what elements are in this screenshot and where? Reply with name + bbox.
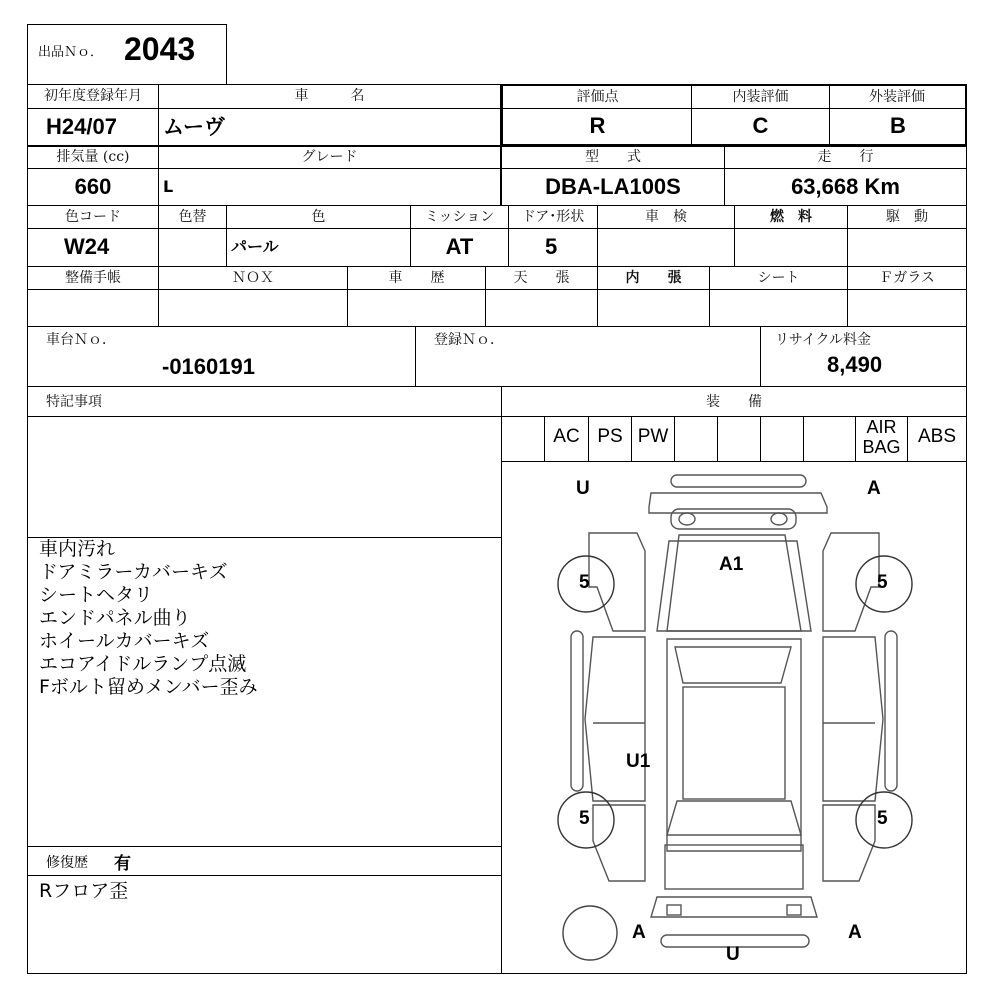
- damage-side: U1: [626, 751, 651, 772]
- rear-left-lamp: [667, 905, 681, 915]
- recycle-cell: [760, 326, 967, 387]
- mileage-label: 走 行: [817, 149, 874, 165]
- color-label-cell: [226, 205, 411, 229]
- mileage-label-cell: [724, 146, 967, 169]
- exterior-label-cell: [829, 84, 967, 109]
- reg-date-label-cell: [27, 84, 159, 109]
- equipment-airbag: [855, 416, 908, 462]
- interior-label-cell: [691, 84, 830, 109]
- color-label: 色: [311, 209, 326, 225]
- sunroof-label-cell: [485, 266, 598, 290]
- inner-cell: [597, 289, 710, 327]
- car-name-cell: [158, 108, 501, 146]
- score: R: [589, 113, 606, 138]
- equipment-slot: [803, 416, 856, 462]
- inner-label: 内 張: [625, 270, 682, 286]
- damage-rear-left: A: [632, 922, 646, 943]
- model-label: 型 式: [585, 149, 641, 165]
- repair-label: 修復歴: [46, 855, 88, 871]
- inner-label-cell: [597, 266, 710, 290]
- note-line: シートヘタリ: [39, 584, 154, 606]
- exterior-label: 外装評価: [869, 89, 925, 105]
- right-sill: [885, 631, 897, 791]
- damage-rear-center: U: [726, 944, 740, 965]
- color-change-cell: [158, 228, 227, 267]
- mission: AT: [445, 234, 474, 259]
- door-cell: [508, 228, 598, 267]
- car-name: ムーヴ: [163, 115, 225, 139]
- mileage: 63,668 Km: [791, 174, 900, 199]
- score-label-cell: [501, 84, 692, 109]
- lot-number-box: [27, 24, 227, 85]
- seat-cell: [709, 289, 848, 327]
- tire-rear-left: 5: [579, 808, 590, 829]
- rear-bumper-upper: [651, 897, 817, 917]
- grade: L: [163, 177, 174, 196]
- mission-label-cell: [410, 205, 509, 229]
- seat-label: シート: [757, 270, 800, 286]
- equipment-label-cell: [501, 386, 967, 417]
- sunroof-label: 天 張: [513, 270, 570, 286]
- displacement: 660: [74, 174, 112, 199]
- grade-cell: [158, 168, 501, 206]
- note-line: エコアイドルランプ点滅: [39, 653, 247, 675]
- notes-upper-area: [27, 416, 502, 538]
- left-doors: [585, 637, 645, 801]
- registration-label: 登録Ｎｏ．: [434, 332, 504, 348]
- glass-label: Ｆガラス: [879, 270, 935, 286]
- car-diagram: [501, 461, 967, 974]
- repair-label-cell: [27, 846, 502, 876]
- note-line: エンドパネル曲り: [39, 607, 191, 629]
- chassis-number: -0160191: [162, 354, 255, 379]
- model-cell: [501, 168, 725, 206]
- fuel-label-cell: [734, 205, 848, 229]
- history-label: 車 歴: [388, 270, 445, 286]
- spare-tire: [563, 906, 617, 960]
- color-change-label: 色替: [178, 209, 207, 225]
- repair-detail-cell: [27, 875, 502, 974]
- repair-detail: Rフロア歪: [39, 880, 129, 902]
- maintenance-label: 整備手帳: [65, 270, 121, 286]
- chassis-label: 車台Ｎｏ．: [46, 332, 116, 348]
- color-code-label: 色コード: [65, 209, 121, 225]
- front-right-lamp: [771, 513, 787, 525]
- fuel-label: 燃 料: [770, 209, 812, 225]
- reg-date-cell: [27, 108, 159, 146]
- sunroof-cell: [485, 289, 598, 327]
- score-label: 評価点: [576, 89, 619, 105]
- recycle-fee: 8,490: [827, 352, 883, 377]
- model-code: DBA-LA100S: [545, 174, 681, 199]
- front-lamp-strip: [671, 509, 796, 529]
- roof: [683, 687, 785, 799]
- color-code-cell: [27, 228, 159, 267]
- equipment-slot: [674, 416, 718, 462]
- displacement-label: 排気量 (cc): [56, 149, 130, 165]
- equipment-ps: PS: [588, 416, 632, 462]
- grade-label-cell: [158, 146, 501, 169]
- registration-cell: [415, 326, 761, 387]
- lot-number-label: 出品Ｎｏ．: [38, 45, 104, 60]
- interior-cell: [691, 108, 830, 146]
- tire-front-right: 5: [877, 572, 888, 593]
- inspection-label-cell: [597, 205, 735, 229]
- rear-window: [667, 801, 801, 835]
- airbag-line1: AIR: [866, 417, 897, 437]
- door-label: ドア･形状: [521, 209, 585, 225]
- door-label-cell: [508, 205, 598, 229]
- drive-cell: [847, 228, 967, 267]
- car-name-label-cell: [158, 84, 501, 109]
- nox-cell: [158, 289, 348, 327]
- rear-right-lamp: [787, 905, 801, 915]
- seat-label-cell: [709, 266, 848, 290]
- glass-cell: [847, 289, 967, 327]
- repair-value: 有: [114, 854, 131, 874]
- right-doors: [823, 637, 883, 801]
- color-code: W24: [64, 234, 110, 259]
- displacement-label-cell: [27, 146, 159, 169]
- lot-number: 2043: [124, 31, 196, 67]
- grade-label: グレード: [301, 149, 358, 165]
- nox-label: ＮＯＸ: [232, 270, 274, 286]
- hood: [667, 535, 801, 631]
- note-line: ドアミラーカバーキズ: [39, 561, 228, 583]
- color-change-label-cell: [158, 205, 227, 229]
- car-name-label: 車 名: [294, 88, 365, 104]
- notes-label-cell: [27, 386, 502, 417]
- history-label-cell: [347, 266, 486, 290]
- tire-front-left: 5: [579, 572, 590, 593]
- history-cell: [347, 289, 486, 327]
- note-line: Fボルト留めメンバー歪み: [39, 676, 258, 698]
- glass-label-cell: [847, 266, 967, 290]
- damage-hood: A1: [719, 554, 744, 575]
- displacement-cell: [27, 168, 159, 206]
- mission-label: ミッション: [424, 209, 495, 225]
- fuel-cell: [734, 228, 848, 267]
- drive-label: 駆 動: [886, 209, 928, 225]
- notes-label: 特記事項: [46, 394, 102, 410]
- damage-front-right: A: [867, 478, 881, 499]
- score-cell: [501, 108, 692, 146]
- equipment-slot: [760, 416, 804, 462]
- windshield: [675, 647, 791, 683]
- damage-front-left: U: [576, 478, 590, 499]
- door-count: 5: [545, 234, 558, 259]
- drive-label-cell: [847, 205, 967, 229]
- cabin-outline: [667, 639, 801, 851]
- interior-label: 内装評価: [732, 89, 789, 105]
- maintenance-label-cell: [27, 266, 159, 290]
- model-label-cell: [501, 146, 725, 169]
- nox-label-cell: [158, 266, 348, 290]
- airbag-line2: BAG: [862, 437, 901, 457]
- exterior-score: B: [890, 113, 906, 138]
- equipment-label: 装 備: [706, 394, 762, 410]
- reg-date-label: 初年度登録年月: [44, 88, 142, 104]
- mission-cell: [410, 228, 509, 267]
- equipment-ac: AC: [544, 416, 589, 462]
- interior-score: C: [752, 113, 769, 138]
- equipment-slot: [717, 416, 761, 462]
- chassis-cell: [27, 326, 416, 387]
- tire-rear-right: 5: [877, 808, 888, 829]
- right-front-fender: [823, 533, 879, 631]
- recycle-label: リサイクル料金: [775, 332, 872, 348]
- front-left-lamp: [679, 513, 695, 525]
- equipment-slot: [501, 416, 545, 462]
- note-line: ホイールカバーキズ: [39, 630, 210, 652]
- exterior-cell: [829, 108, 967, 146]
- reg-date: H24/07: [46, 114, 117, 139]
- left-sill: [571, 631, 583, 791]
- maintenance-cell: [27, 289, 159, 327]
- inspection-cell: [597, 228, 735, 267]
- front-bumper: [671, 475, 806, 487]
- inspection-label: 車 検: [645, 209, 687, 225]
- color: パール: [231, 237, 279, 256]
- left-front-fender: [589, 533, 645, 631]
- note-line: 車内汚れ: [39, 538, 116, 560]
- color-cell: [226, 228, 411, 267]
- color-code-label-cell: [27, 205, 159, 229]
- mileage-cell: [724, 168, 967, 206]
- damage-rear-right: A: [848, 922, 862, 943]
- equipment-pw: PW: [631, 416, 675, 462]
- equipment-abs: ABS: [907, 416, 967, 462]
